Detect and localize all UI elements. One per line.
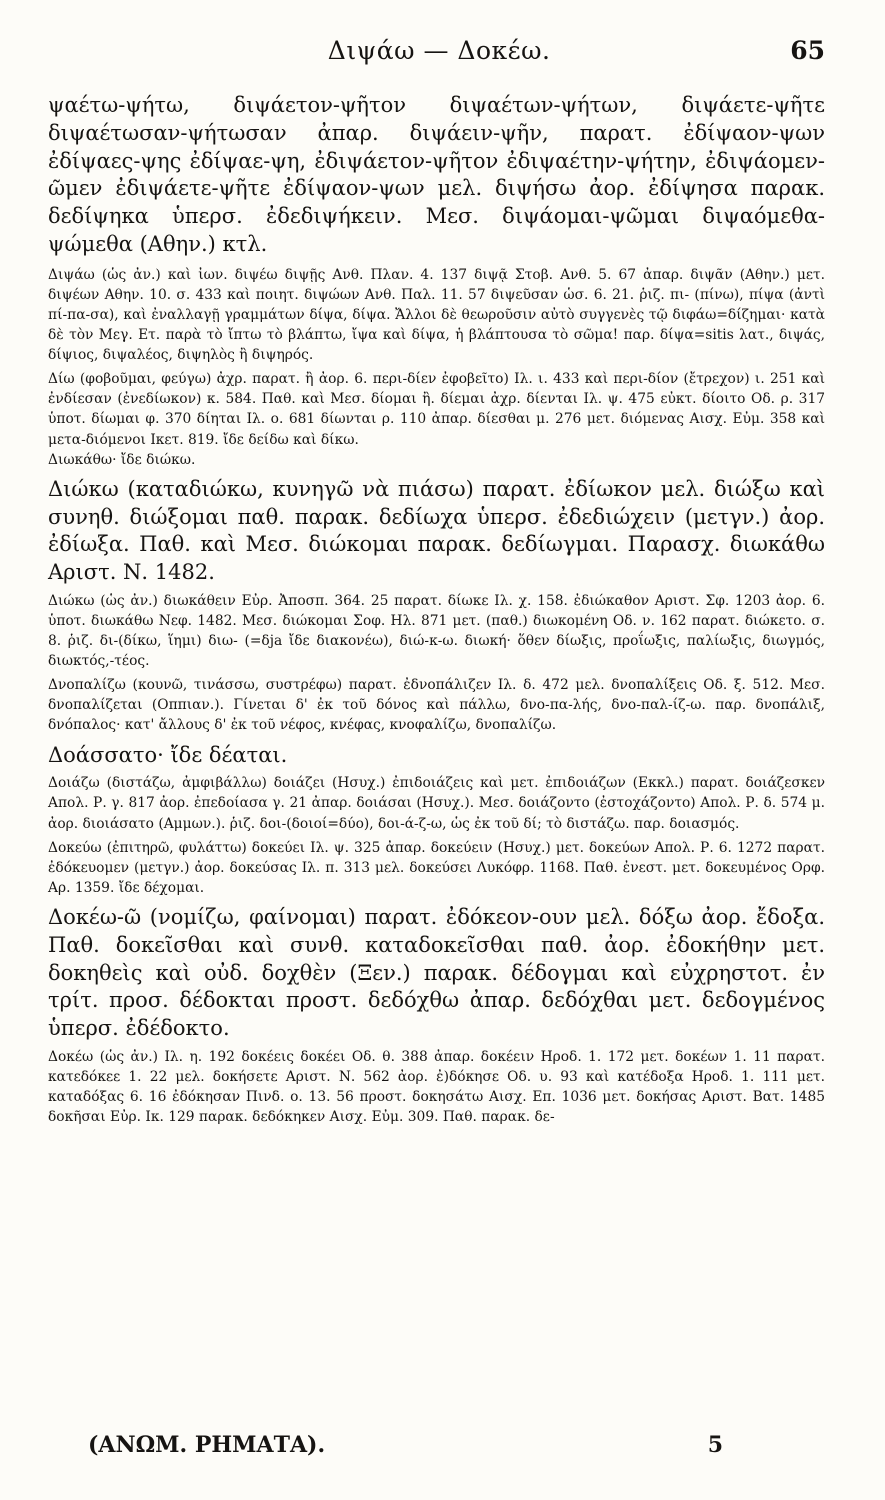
note-dokeo: Δοκέω (ὡς ἀν.) Ιλ. η. 192 δοκέεις δοκέει Οδ. θ. 388 ἀπαρ. δοκέειν Ηροδ. 1. 172 μετ. δοκέων 1. 11 παρατ. κατεδόκεε 1. 22 μελ. δοκήσετε Αριστ. Ν. 562 ἀορ. ἐ)δόκησε Οδ. υ. 93 καὶ κατέδοξα Ηροδ. 1. 111 μετ. καταδόξας 6. 16 ἐδόκησαν Πινδ. ο. 13. 56 προστ. δοκησάτω Αισχ. Επ. 1036 μετ. δοκήσας Αριστ. Βατ. 1485 δοκῆσαι Εὐρ. Ικ. 129 παρακ. δεδόκηκεν Αισχ. Εὐμ. 309. Παθ. παρακ. δε- — [48, 1048, 825, 1126]
page-footer — [88, 1432, 723, 1458]
page-header — [48, 36, 825, 82]
sheet-number: 5 — [707, 1432, 723, 1458]
entry-doassato: Δοάσσατο· ἴδε δέαται. — [48, 742, 288, 767]
entry-dioko: Διώκω (καταδιώκω, κυνηγῶ νὰ πιάσω) παρατ. ἐδίωκον μελ. διώξω καὶ συνηθ. διώξομαι παθ. παρακ. δεδίωχα ὑπερσ. ἐδεδιώχειν (μετγν.) ἀορ. ἐδίωξα. Παθ. καὶ Μεσ. διώκομαι παρακ. δεδίωγμαι. Παρασχ. διωκάθω Αριστ. Ν. 1482. — [48, 476, 825, 585]
note-dokeuo: Δοκεύω (ἐπιτηρῶ, φυλάττω) δοκεύει Ιλ. ψ. 325 ἀπαρ. δοκεύειν (Ησυχ.) μετ. δοκεύων Απολ. Ρ. 6. 1272 παρατ. ἐδόκευομεν (μετγν.) ἀορ. δοκεύσας Ιλ. π. 313 μελ. δοκεύσει Λυκόφρ. 1168. Παθ. ἐνεστ. μετ. δοκευμένος Ορφ. Αρ. 1359. ἴδε δέχομαι. — [48, 839, 825, 896]
signature-label: (ΑΝΩΜ. ΡΗΜΑΤΑ). — [88, 1432, 326, 1458]
note-dioko: Διώκω (ὡς ἀν.) διωκάθειν Εὐρ. Ἀποσπ. 364. 25 παρατ. δίωκε Ιλ. χ. 158. ἐδιώκαθον Αριστ. Σφ. 1203 ἀορ. 6. ὑποτ. διωκάθω Νεφ. 1482. Μεσ. διώκομαι Σοφ. Ηλ. 871 μετ. (παθ.) διωκομένη Οδ. ν. 162 παρατ. διώκετο. σ. 8. ῥιζ. δι-(δίκω, ἵημι) διω- (=δja ἴδε διακονέω), διώ-κ-ω. διωκή· ὅθεν δίωξις, προΐωξις, παλίωξις, διωγμός, διωκτός,-τέος. — [48, 592, 825, 670]
dictionary-body — [48, 92, 825, 1127]
note-dipsao: Διψάω (ὡς ἀν.) καὶ ἰων. διψέω διψῇς Ανθ. Πλαν. 4. 137 διψᾷ Στοβ. Ανθ. 5. 67 ἀπαρ. διψᾶν (Αθην.) μετ. διψέων Αθην. 10. σ. 433 καὶ ποιητ. διψώων Ανθ. Παλ. 11. 57 διψεῦσαν ὡσ. 6. 21. ῥιζ. πι- (πίνω), πίψα (ἀντὶ πί-πα-σα), καὶ ἐναλλαγῇ γραμμάτων δίψα, δίψα. Ἄλλοι δὲ θεωροῦσιν αὐτὸ συγγενὲς τῷ διφάω=δίζημαι· κατὰ δὲ τὸν Μεγ. Ετ. παρὰ τὸ ἴπτω τὸ βλάπτω, ἴψα καὶ δίψα, ἡ βλάπτουσα τὸ σῶμα! παρ. δίψα=sitis λατ., διψάς, δίψιος, διψαλέος, διψηλὸς ἢ διψηρός. — [48, 266, 825, 364]
page-number: 65 — [790, 36, 825, 65]
paragraph-continuation: ψαέτω-ψήτω, διψάετον-ψῆτον διψαέτων-ψήτων, διψάετε-ψῆτε διψαέτωσαν-ψήτωσαν ἀπαρ. διψάειν-ψῆν, παρατ. ἐδίψαον-ψων ἐδίψαες-ψης ἐδίψαε-ψη, ἐδιψάετον-ψῆτον ἐδιψαέτην-ψήτην, ἐδιψάομεν-ῶμεν ἐδιψάετε-ψῆτε ἐδίψαον-ψων μελ. διψήσω ἀορ. ἐδίψησα παρακ. δεδίψηκα ὑπερσ. ἐδεδιψήκειν. Μεσ. διψάομαι-ψῶμαι διψαόμεθα-ψώμεθα (Αθην.) κτλ. — [48, 93, 825, 256]
running-title: Διψάω — Δοκέω. — [327, 36, 551, 65]
note-diokatho: Διωκάθω· ἴδε διώκω. — [48, 451, 196, 468]
entry-dokeo: Δοκέω-ῶ (νομίζω, φαίνομαι) παρατ. ἐδόκεον-ουν μελ. δόξω ἀορ. ἔδοξα. Παθ. δοκεῖσθαι καὶ συνθ. καταδοκεῖσθαι παθ. ἀορ. ἐδοκήθην μετ. δοκηθεὶς καὶ οὐδ. δοχθὲν (Ξεν.) παρακ. δέδογμαι καὶ εὐχρηστοτ. ἐν τρίτ. προσ. δέδοκται προστ. δεδόχθω ἀπαρ. δεδόχθαι μετ. δεδογμένος ὑπερσ. ἐδέδοκτο. — [48, 904, 825, 1041]
note-dnopalizo: Δνοπαλίζω (κουνῶ, τινάσσω, συστρέφω) παρατ. ἐδνοπάλιζεν Ιλ. δ. 472 μελ. δνοπαλίξεις Οδ. ξ. 512. Μεσ. δνοπαλίζεται (Οππιαν.). Γίνεται δ' ἐκ τοῦ δόνος καὶ πάλλω, δνο-πα-λής, δνο-παλ-ίζ-ω. παρ. δνοπάλιξ, δνόπαλος· κατ' ἄλλους δ' ἐκ τοῦ νέφος, κνέφας, κνοφαλίζω, δνοπαλίζω. — [48, 677, 825, 734]
note-dio: Δίω (φοβοῦμαι, φεύγω) ἀχρ. παρατ. ἢ ἀορ. 6. περι-δίεν ἐφοβεῖτο) Ιλ. ι. 433 καὶ περι-δίον (ἔτρεχον) ι. 251 καὶ ἐνδίεσαν (ἐνεδίωκον) κ. 584. Παθ. καὶ Μεσ. δίομαι ἢ. δίεμαι ἀχρ. δίενται Ιλ. ψ. 475 εὐκτ. δίοιτο Οδ. ρ. 317 ὑποτ. δίωμαι φ. 370 δίηται Ιλ. ο. 681 δίωνται ρ. 110 ἀπαρ. δίεσθαι μ. 276 μετ. διόμενας Αισχ. Εὐμ. 358 καὶ μετα-διόμενοι Ικετ. 819. ἴδε δείδω καὶ δίκω. — [48, 371, 825, 448]
note-doiazo: Δοιάζω (διστάζω, ἀμφιβάλλω) δοιάζει (Ησυχ.) ἐπιδοιάζεις καὶ μετ. ἐπιδοιάζων (Εκκλ.) παρατ. δοιάζεσκεν Απολ. Ρ. γ. 817 ἀορ. ἐπεδοίασα γ. 21 ἀπαρ. δοιάσαι (Ησυχ.). Μεσ. δοιάζοντο (ἐστοχάζοντο) Απολ. Ρ. δ. 574 μ. ἀορ. διοιάσατο (Αμμων.). ῥιζ. δοι-(δοιοί=δύο), δοι-ά-ζ-ω, ὡς ἐκ τοῦ δί; τὸ διστάζω. παρ. δοιασμός. — [48, 775, 825, 832]
